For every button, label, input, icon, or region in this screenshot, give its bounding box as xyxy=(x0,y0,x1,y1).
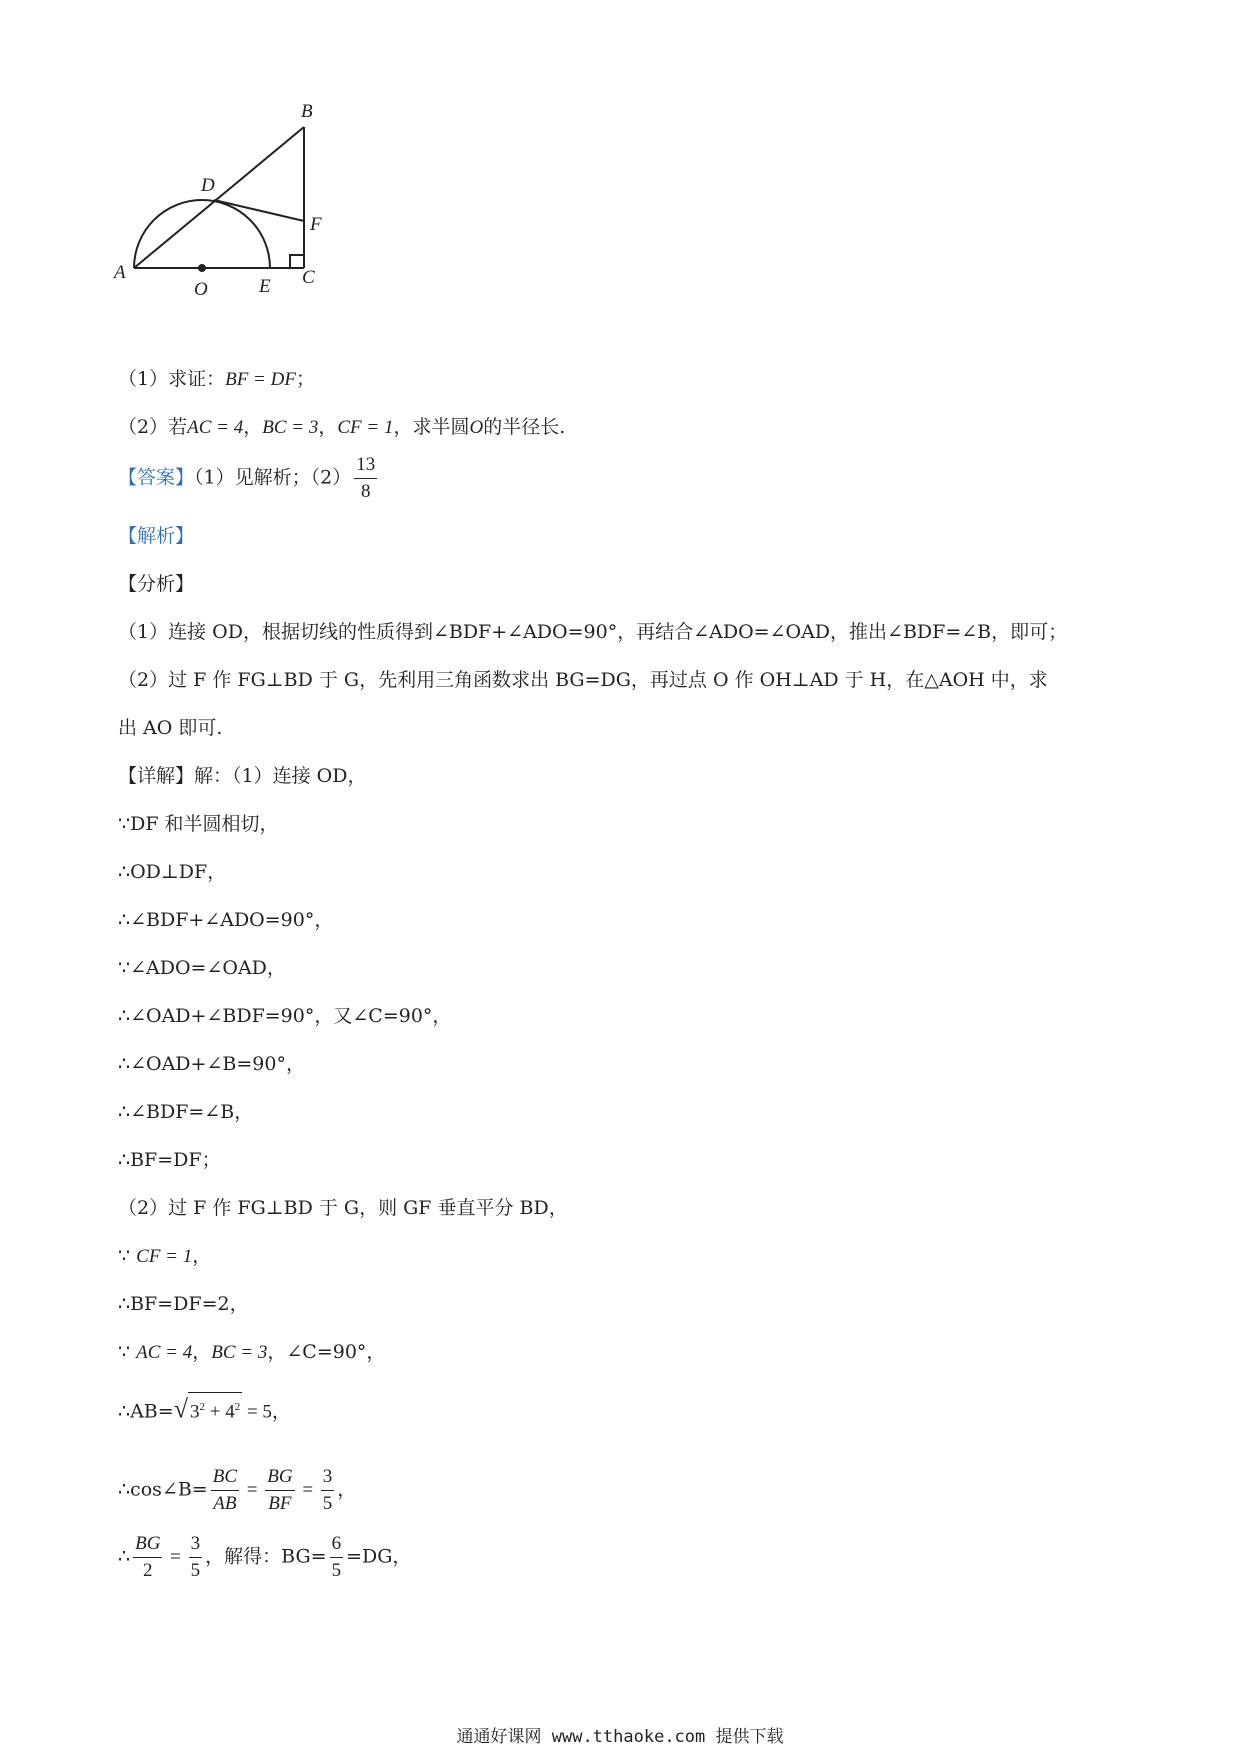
detail-line-10: （2）过 F 作 FG⊥BD 于 G，则 GF 垂直平分 BD， xyxy=(118,1197,568,1219)
detail-line-6: ∴∠OAD+∠BDF=90°，又∠C=90°， xyxy=(118,1005,452,1027)
label-e: E xyxy=(259,276,271,297)
answer-fraction: $\frac{13}{8}$ xyxy=(356,454,376,502)
detail-line-16: ∴ $\frac{BG}{2}$ = $\frac{3}{5}$ ，解得：BG= $\frac{6}{5}$ =DG， xyxy=(118,1533,412,1581)
detail-line-11: ∵ CF = 1， xyxy=(118,1245,212,1267)
label-d: D xyxy=(201,175,215,196)
answer-tag: 【答案】 xyxy=(118,466,195,489)
detail-line-12: ∴BF=DF=2， xyxy=(118,1293,249,1315)
center-point-o xyxy=(198,264,206,272)
detail-line-7: ∴∠OAD+∠B=90°， xyxy=(118,1053,305,1075)
segment-ab xyxy=(134,127,304,268)
answer-line: 【答案】（1）见解析；（2） $\frac{13}{8}$ xyxy=(118,452,380,505)
semicircle-arc xyxy=(134,200,270,268)
detail-line-9: ∴BF=DF； xyxy=(118,1149,221,1171)
detail-line-5: ∵∠ADO=∠OAD， xyxy=(118,957,286,979)
label-f: F xyxy=(310,214,322,235)
detail-line-4: ∴∠BDF+∠ADO=90°， xyxy=(118,909,334,931)
fenxi-p2: （2）过 F 作 FG⊥BD 于 G，先利用三角函数求出 BG=DG，再过点 O 作 OH⊥AD 于 H，在△AOH 中，求 xyxy=(118,669,1048,691)
label-c: C xyxy=(302,267,315,288)
page-footer: 通通好课网 www.tthaoke.com 提供下载 xyxy=(456,1727,784,1747)
label-a: A xyxy=(114,262,126,283)
detail-line-8: ∴∠BDF=∠B， xyxy=(118,1101,254,1123)
geometry-figure xyxy=(110,100,370,340)
detail-line-15: ∴cos∠B= $\frac{BC}{AB}$ = $\frac{BG}{BF}$ = $\frac{3}{5}$ ， xyxy=(118,1466,357,1514)
detail-line-3: ∴OD⊥DF， xyxy=(118,861,227,883)
sqrt-expression: $3^2 + 4^2$ xyxy=(188,1392,242,1426)
label-b: B xyxy=(301,101,313,122)
question-1: （1）求证：BF = DF； xyxy=(118,368,315,390)
question-2: （2）若AC = 4，BC = 3，CF = 1，求半圆O的半径长. xyxy=(118,416,566,438)
fenxi-p3: 出 AO 即可. xyxy=(118,717,223,739)
detail-line-14: ∴AB=√ $3^2 + 4^2 = 5$， xyxy=(118,1392,291,1426)
fenxi-p1: （1）连接 OD，根据切线的性质得到∠BDF+∠ADO=90°，再结合∠ADO=∠OAD，推出∠BDF=∠B，即可； xyxy=(118,621,1068,643)
label-o: O xyxy=(194,279,208,300)
detail-line-13: ∵ AC = 4，BC = 3，∠C=90°， xyxy=(118,1341,386,1363)
detail-line-1: 【详解】解：（1）连接 OD， xyxy=(118,765,367,787)
segment-df xyxy=(214,200,304,221)
detail-line-2: ∵DF 和半圆相切， xyxy=(118,813,279,835)
analysis-tag: 【解析】 xyxy=(118,525,195,547)
fenxi-tag: 【分析】 xyxy=(118,573,195,595)
